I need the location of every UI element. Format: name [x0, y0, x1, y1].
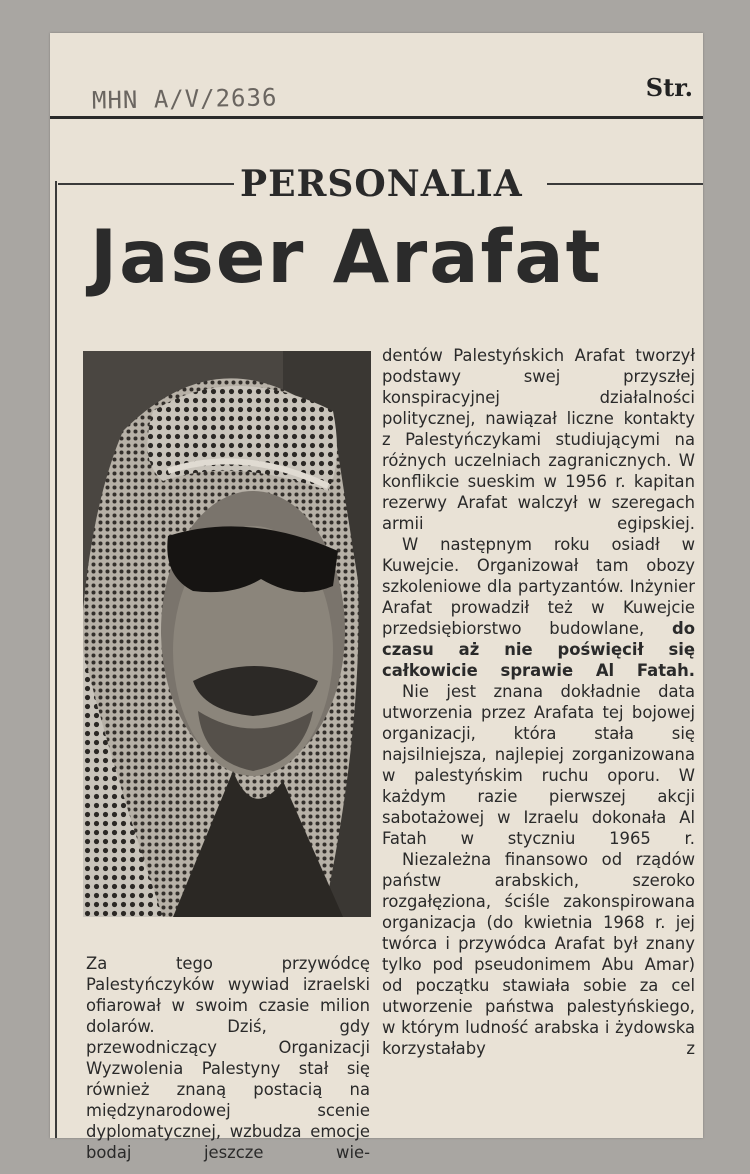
paragraph-2-bold: do czasu aż nie poświęcił się całkowicie sprawie Al Fatah.: [382, 619, 695, 680]
portrait-photo: [83, 351, 371, 917]
side-rule: [55, 181, 57, 1138]
archive-number: MHN A/V/2636: [91, 83, 278, 115]
article-paragraph: [382, 534, 695, 681]
paragraph-4: Niezależna finansowo od rządów państw arabskich, szeroko rozgałęziona, ściśle zakonspirowana organizacja (do kwietnia 1968 r. jej twórca i przywódca Arafat był znany tylko pod pseudonimem Abu Amar) od początku stawiała sobie za cel utworzenie państwa palestyńskiego, w którym ludność arabska i żydowska korzystałaby z: [382, 850, 695, 1058]
article-column-left: [86, 953, 370, 1163]
headline: Jaser Arafat: [90, 215, 603, 300]
newspaper-clipping: [50, 33, 703, 1162]
article-paragraph: [382, 345, 695, 534]
article-column-right: [382, 345, 695, 1059]
section-rule-right: [547, 183, 703, 185]
portrait-image: [83, 351, 371, 917]
paragraph-1: dentów Palestyńskich Arafat tworzył podstawy swej przyszłej konspiracyjnej działalności politycznej, nawiązał liczne kontakty z Palestyńczykami studiującymi na różnych uczelniach zagranicznych. W konflikcie sueskim w 1956 r. kapitan rezerwy Arafat walczył w szeregach armii egipskiej.: [382, 346, 695, 533]
section-title: PERSONALIA: [240, 163, 523, 205]
section-rule-left: [58, 183, 234, 185]
article-paragraph: Za tego przywódcę Palestyńczyków wywiad izraelski ofiarował w swoim czasie milion dolarów. Dziś, gdy przewodniczący Organizacji Wyzwolenia Palestyny stał się również znaną postacią na międzynarodowej scenie dyplomatycznej, wzbudza emocje bodaj jeszcze wie-: [86, 954, 370, 1162]
article-paragraph: [382, 849, 695, 1059]
paragraph-2: W następnym roku osiadł w Kuwejcie. Organizował tam obozy szkoleniowe dla partyzantów. Inżynier Arafat prowadził też w Kuwejcie przedsiębiorstwo budowlane,: [382, 535, 695, 638]
paragraph-3: Nie jest znana dokładnie data utworzenia przez Arafata tej bojowej organizacji, która stała się najsilniejsza, najlepiej zorganizowana w palestyńskim ruchu oporu. W każdym razie pierwszej akcji sabotażowej w Izraelu dokonała Al Fatah w styczniu 1965 r.: [382, 682, 695, 848]
top-rule: [50, 116, 703, 119]
article-paragraph: [382, 681, 695, 849]
page-label: Str.: [645, 73, 693, 102]
